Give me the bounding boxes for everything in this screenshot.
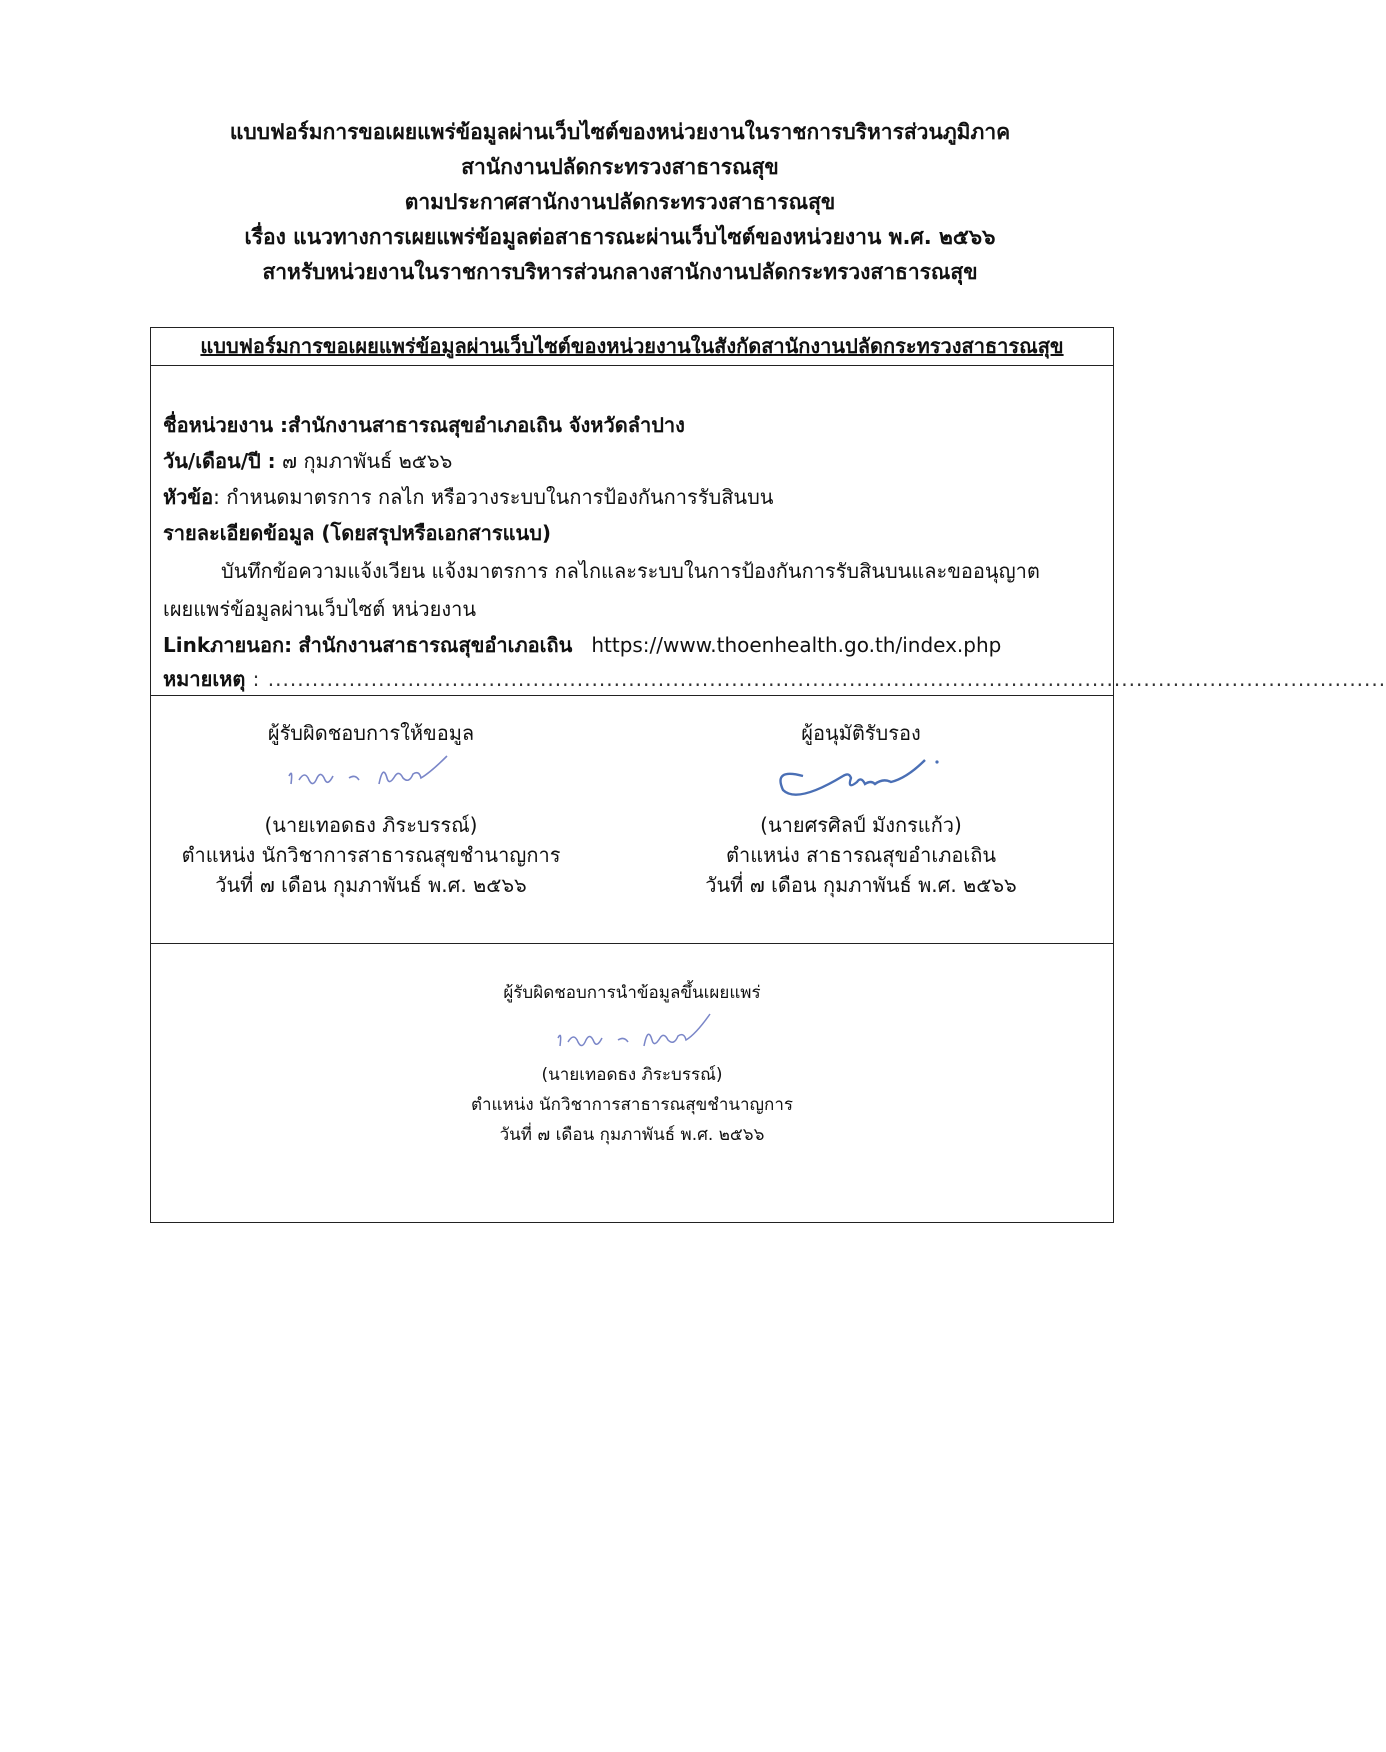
details-label: รายละเอียดข้อมูล (โดยสรุปหรือเอกสารแนบ)	[163, 521, 552, 545]
signature-block-left	[161, 718, 581, 900]
publisher-name: (นายเทอดธง ภิระบรรณ์)	[541, 1065, 723, 1085]
topic-value: : กำหนดมาตรการ กลไก หรือวางระบบในการป้องกันการรับสินบน	[213, 485, 774, 509]
publication-form	[150, 327, 1386, 1223]
form-title: แบบฟอร์มการขอเผยแพร่ข้อมูลผ่านเว็บไซต์ของหน่วยงานในสังกัดสานักงานปลัดกระทรวงสาธารณสุข	[151, 328, 1113, 366]
link-label: Linkภายนอก:	[163, 633, 293, 657]
details-line-2: เผยแพร่ข้อมูลผ่านเว็บไซต์ หน่วยงาน	[163, 597, 477, 621]
topic-label: หัวข้อ	[163, 485, 214, 509]
right-role: ผู้อนุมัติรับรอง	[801, 721, 921, 745]
left-name: (นายเทอดธง ภิระบรรณ์)	[264, 813, 478, 837]
right-position: ตำแหน่ง สาธารณสุขอำเภอเถิน	[725, 843, 997, 867]
agency-label: ชื่อหน่วยงาน :	[163, 413, 289, 437]
date-label: วัน/เดือน/ปี :	[163, 449, 276, 473]
agency-value: สำนักงานสาธารณสุขอำเภอเถิน จังหวัดลำปาง	[288, 413, 685, 437]
publisher-section	[151, 944, 1113, 1222]
signature-block-publisher	[151, 978, 1113, 1150]
signature-left-image	[271, 748, 471, 810]
publisher-date: วันที่ ๗ เดือน กุมภาพันธ์ พ.ศ. ๒๕๖๖	[499, 1125, 765, 1145]
form-info-section	[151, 366, 1386, 696]
note-value: : ........................................................................................................................................................	[245, 667, 1386, 691]
header-line-4: เรื่อง แนวทางการเผยแพร่ข้อมูลต่อสาธารณะผ่านเว็บไซต์ของหน่วยงาน พ.ศ. ๒๕๖๖	[244, 225, 996, 249]
header-line-1: แบบฟอร์มการขอเผยแพร่ข้อมูลผ่านเว็บไซต์ของหน่วยงานในราชการบริหารส่วนภูมิภาค	[229, 120, 1011, 144]
agency-line	[163, 410, 685, 440]
right-date: วันที่ ๗ เดือน กุมภาพันธ์ พ.ศ. ๒๕๖๖	[705, 873, 1017, 897]
right-name: (นายศรศิลป์ มังกรแก้ว)	[760, 813, 962, 837]
publisher-position: ตำแหน่ง นักวิชาการสาธารณสุขชำนาญการ	[470, 1095, 794, 1115]
signature-section	[151, 696, 1113, 944]
date-line	[163, 446, 452, 476]
left-role: ผู้รับผิดชอบการให้ขอมูล	[267, 721, 475, 745]
header-line-2: สานักงานปลัดกระทรวงสาธารณสุข	[461, 155, 779, 179]
link-line	[163, 630, 1001, 660]
document-header	[0, 115, 1240, 290]
date-value: ๗ กุมภาพันธ์ ๒๕๖๖	[282, 449, 453, 473]
left-date: วันที่ ๗ เดือน กุมภาพันธ์ พ.ศ. ๒๕๖๖	[215, 873, 527, 897]
signature-publisher-image	[532, 1008, 732, 1060]
header-line-5: สาหรับหน่วยงานในราชการบริหารส่วนกลางสานักงานปลัดกระทรวงสาธารณสุข	[262, 260, 978, 284]
header-line-3: ตามประกาศสานักงานปลัดกระทรวงสาธารณสุข	[404, 190, 836, 214]
topic-line	[163, 482, 773, 512]
signature-block-right	[651, 718, 1071, 900]
publisher-role: ผู้รับผิดชอบการนำข้อมูลขึ้นเผยแพร่	[503, 983, 761, 1003]
link-url[interactable]: https://www.thoenhealth.go.th/index.php	[591, 633, 1002, 657]
link-agency: สำนักงานสาธารณสุขอำเภอเถิน	[298, 633, 573, 657]
note-line	[163, 664, 1386, 694]
signature-right-image	[741, 748, 981, 810]
left-position: ตำแหน่ง นักวิชาการสาธารณสุขชำนาญการ	[181, 843, 561, 867]
details-line-1: บันทึกข้อความแจ้งเวียน แจ้งมาตรการ กลไกและระบบในการป้องกันการรับสินบนและขออนุญาต	[221, 559, 1040, 583]
note-label: หมายเหตุ	[163, 667, 246, 691]
